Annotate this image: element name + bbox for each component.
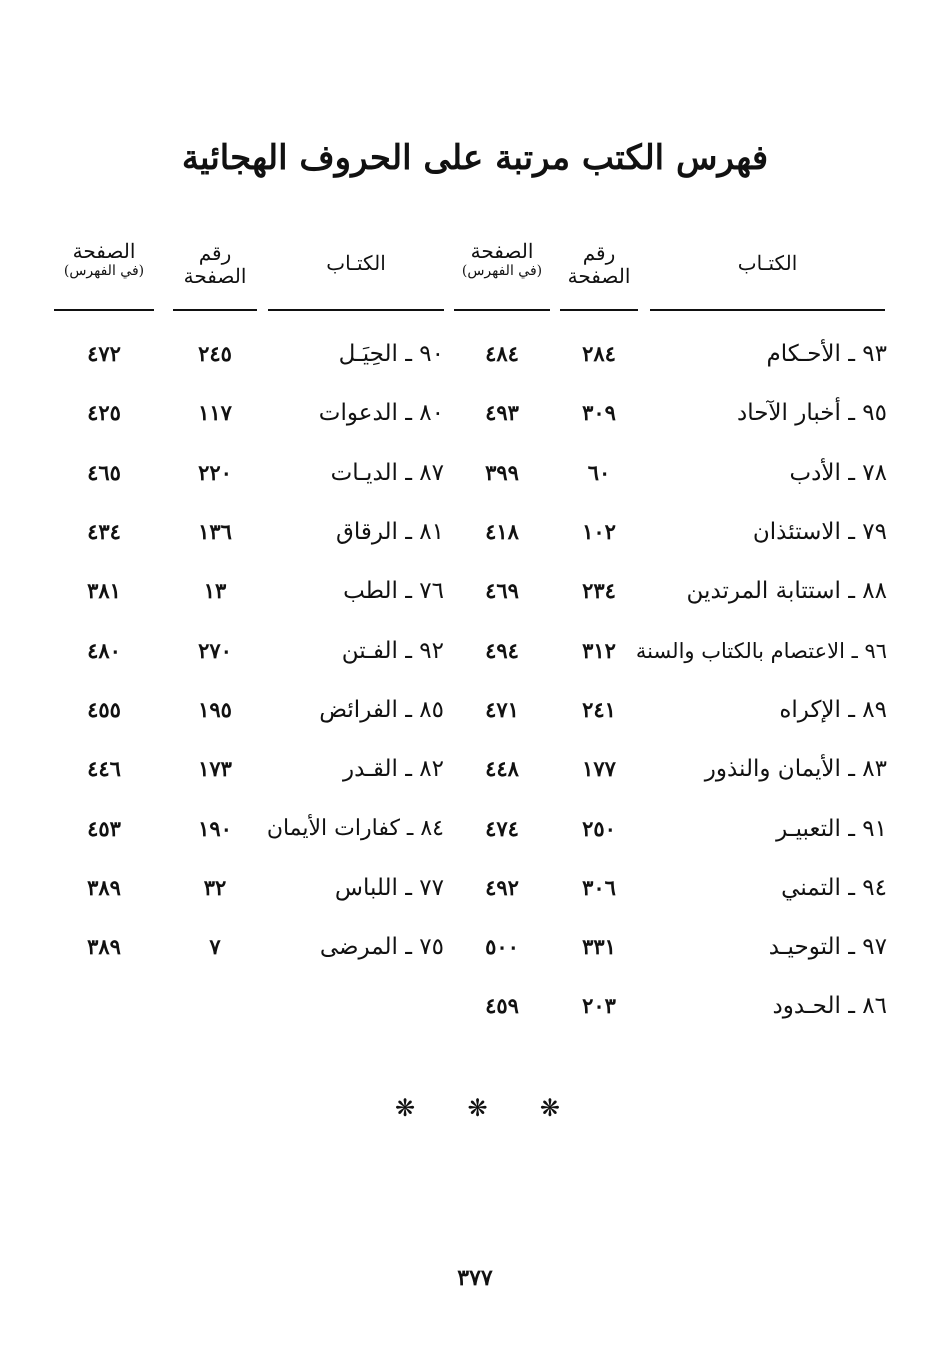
page-number: ١٣٦ (198, 519, 232, 544)
book-name: ٨٢ ـ القـدر (342, 756, 444, 782)
index-page-number: ٥٠٠ (485, 934, 519, 959)
right-book-header-rule (650, 309, 885, 311)
index-page-number: ٤٤٨ (485, 756, 519, 781)
page-number: ٣١٢ (582, 638, 616, 663)
book-name: ٧٥ ـ المرضى (319, 934, 444, 960)
left-page-header-rule (173, 309, 257, 311)
book-name: ٩٤ ـ التمني (781, 875, 887, 901)
index-page-number: ٤٧٤ (485, 816, 519, 841)
index-page-number: ٤٤٦ (87, 756, 121, 781)
page-number: ٢٧٠ (198, 638, 232, 663)
star-ornament-icon: ❋ (395, 1094, 416, 1122)
page-number: ٢٤٥ (198, 341, 232, 366)
index-page-number: ٤٨٤ (485, 341, 519, 366)
book-name: ٨٥ ـ الفرائض (319, 697, 444, 723)
section-ornament (395, 1094, 560, 1122)
index-page-number: ٤٩٤ (485, 638, 519, 663)
page-number-footer: ٣٧٧ (457, 1265, 493, 1291)
right-header-page-line2: الصفحة (567, 264, 631, 288)
page-number: ١٠٢ (582, 519, 616, 544)
right-header-book-label: الكتـاب (737, 251, 798, 275)
index-page-number: ٤٧١ (485, 697, 519, 722)
book-name: ٧٦ ـ الطب (343, 578, 444, 604)
book-name: ٨٠ ـ الدعوات (318, 400, 444, 426)
page-number: ١٣ (203, 578, 227, 603)
page-number: ٢٠٣ (582, 993, 616, 1018)
index-page-number: ٣٨١ (87, 578, 121, 603)
page-number: ١١٧ (198, 400, 232, 425)
page-number: ٦٠ (587, 460, 611, 485)
index-page-number: ٤٥٥ (87, 697, 121, 722)
page-number: ١٧٣ (198, 756, 232, 781)
right-header-page (560, 242, 638, 288)
right-header-index-line2: (في الفهرس) (461, 263, 543, 279)
left-book-header-rule (268, 309, 444, 311)
right-page-header-rule (560, 309, 638, 311)
page-number: ٧ (209, 934, 221, 959)
book-name: ٨٧ ـ الديـات (330, 460, 444, 486)
book-name: ٩٧ ـ التوحيـد (768, 934, 887, 960)
left-header-index-line2: (في الفهرس) (63, 263, 145, 279)
right-header-book (650, 252, 885, 275)
right-index-header-rule (454, 309, 550, 311)
index-page-number: ٤٥٣ (87, 816, 121, 841)
book-name: ٨١ ـ الرقاق (335, 519, 444, 545)
right-header-index-page (454, 240, 550, 279)
index-page-number: ٤٨٠ (87, 638, 121, 663)
book-name: ٨٦ ـ الحـدود (772, 993, 887, 1019)
page-number: ١٧٧ (582, 756, 616, 781)
page-number: ٣٢ (203, 875, 227, 900)
book-name: ٨٩ ـ الإكراه (779, 697, 887, 723)
book-name: ٧٧ ـ اللباس (334, 875, 444, 901)
book-name: ٩٣ ـ الأحـكام (766, 341, 887, 367)
book-name: ٩٦ ـ الاعتصام بالكتاب والسنة (635, 639, 887, 663)
index-page-number: ٤٢٥ (87, 400, 121, 425)
book-name: ٨٣ ـ الأيمان والنذور (704, 756, 887, 782)
left-header-index-line1: الصفحة (72, 239, 136, 263)
left-header-book (268, 252, 444, 275)
index-page-number: ٤٣٤ (87, 519, 121, 544)
page-number: ٢٨٤ (582, 341, 616, 366)
page-number: ٢٥٠ (582, 816, 616, 841)
book-name: ٩٥ ـ أخبار الآحاد (736, 400, 887, 426)
index-page-number: ٤٥٩ (485, 993, 519, 1018)
page-number: ٣٠٦ (582, 875, 616, 900)
left-header-page-line2: الصفحة (183, 264, 247, 288)
page-number: ٢٣٤ (582, 578, 616, 603)
index-page-number: ٤٩٢ (485, 875, 519, 900)
left-header-page (173, 242, 257, 288)
left-header-book-label: الكتـاب (326, 251, 386, 275)
star-ornament-icon: ❋ (539, 1094, 560, 1122)
page-number: ٣٣١ (582, 934, 616, 959)
index-page-number: ٣٨٩ (87, 875, 121, 900)
page-number: ١٩٥ (198, 697, 232, 722)
book-name: ٩٠ ـ الحِيَـل (338, 341, 444, 367)
index-page-number: ٤٦٥ (87, 460, 121, 485)
page-title: فهرس الكتب مرتبة على الحروف الهجائية (181, 138, 769, 178)
right-header-page-line1: رقم (582, 241, 616, 265)
right-header-index-line1: الصفحة (470, 239, 534, 263)
star-ornament-icon: ❋ (467, 1094, 488, 1122)
book-name: ٧٨ ـ الأدب (789, 460, 887, 486)
page-number: ٢٤١ (582, 697, 616, 722)
left-header-index-page (54, 240, 154, 279)
page-number: ٣٠٩ (582, 400, 616, 425)
index-page-number: ٤٧٢ (87, 341, 121, 366)
index-page-number: ٣٨٩ (87, 934, 121, 959)
index-page-number: ٤٦٩ (485, 578, 519, 603)
book-name: ٩١ ـ التعبيـر (776, 816, 887, 842)
index-page-number: ٤٩٣ (485, 400, 519, 425)
book-name: ٧٩ ـ الاستئذان (752, 519, 887, 545)
book-name: ٨٤ ـ كفارات الأيمان (266, 816, 444, 841)
left-header-page-line1: رقم (198, 241, 232, 265)
index-page-number: ٤١٨ (485, 519, 519, 544)
book-name: ٨٨ ـ استتابة المرتدين (686, 578, 887, 604)
page-number: ٢٢٠ (198, 460, 232, 485)
left-index-header-rule (54, 309, 154, 311)
index-page-number: ٣٩٩ (485, 460, 519, 485)
page-number: ١٩٠ (198, 816, 232, 841)
book-name: ٩٢ ـ الفـتن (341, 638, 444, 664)
